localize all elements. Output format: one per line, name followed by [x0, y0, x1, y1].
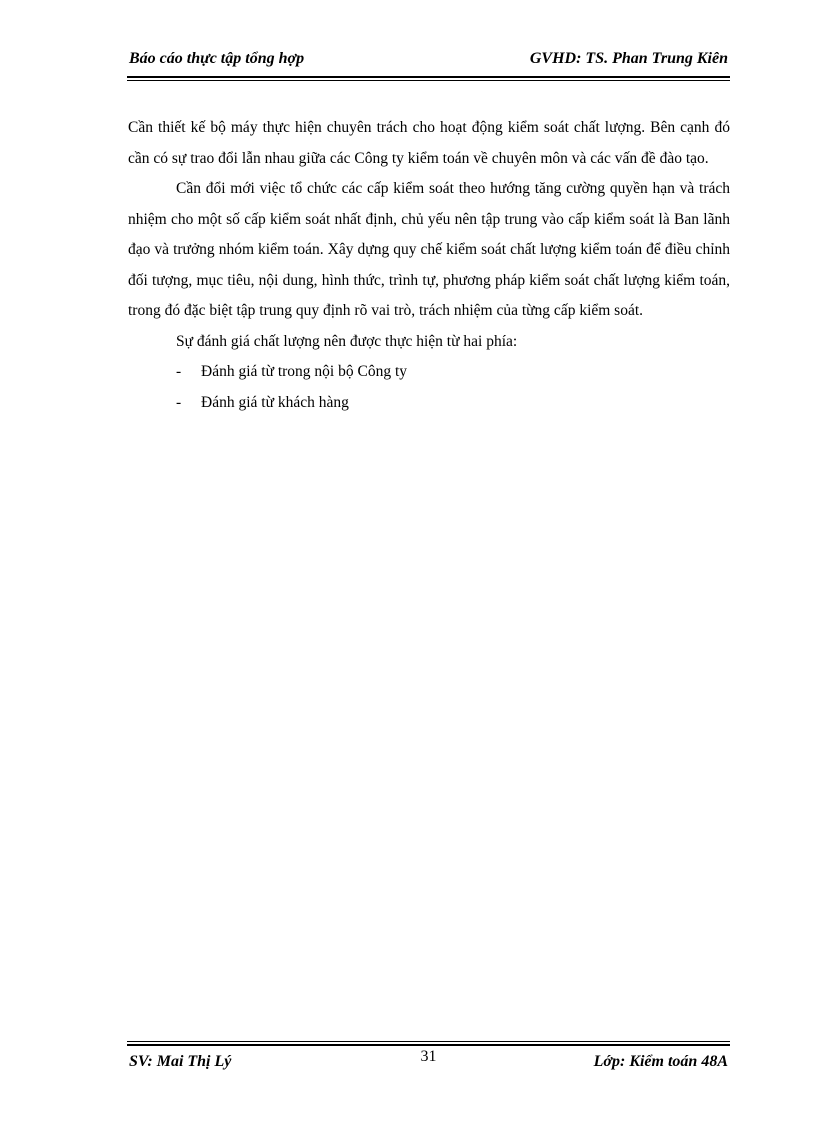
class-name: Lớp: Kiểm toán 48A [593, 1053, 728, 1070]
bullet-text: Đánh giá từ khách hàng [201, 393, 349, 411]
list-item [128, 357, 730, 388]
page-number: 31 [420, 1048, 437, 1065]
header-rule-thick [127, 76, 730, 78]
paragraph-3: Sự đánh giá chất lượng nên được thực hiện từ hai phía: [176, 332, 518, 350]
bullet-dash: - [176, 363, 182, 380]
paragraph-2: Cần đổi mới việc tổ chức các cấp kiểm soát theo hướng tăng cường quyền hạn và trách nhiệm cho một số cấp kiểm soát nhất định, chủ yếu nên tập trung vào cấp kiểm soát là Ban lãnh đạo và trưởng nhóm kiểm toán. Xây dựng quy chế kiểm soát chất lượng kiểm toán để điều chỉnh đối tượng, mục tiêu, nội dung, hình thức, trình tự, phương pháp kiểm soát chất lượng kiểm toán, trong đó đặc biệt tập trung quy định rõ vai trò, trách nhiệm của từng cấp kiểm soát. [128, 180, 730, 319]
student-name: SV: Mai Thị Lý [129, 1053, 232, 1070]
page-header [127, 46, 730, 76]
footer-rule-thin [127, 1041, 730, 1042]
document-body [128, 113, 730, 418]
list-item [128, 388, 730, 419]
page-footer [127, 1045, 730, 1075]
supervisor-name: GVHD: TS. Phan Trung Kiên [529, 50, 728, 67]
bullet-dash: - [176, 393, 182, 411]
header-rule-thin [127, 80, 730, 81]
bullet-text: Đánh giá từ trong nội bộ Công ty [201, 363, 408, 380]
paragraph-1: Cần thiết kế bộ máy thực hiện chuyên trách cho hoạt động kiểm soát chất lượng. Bên cạnh đó cần có sự trao đổi lẫn nhau giữa các Công ty kiểm toán về chuyên môn và các vấn đề đào tạo. [128, 119, 730, 167]
report-title: Báo cáo thực tập tổng hợp [129, 50, 305, 67]
